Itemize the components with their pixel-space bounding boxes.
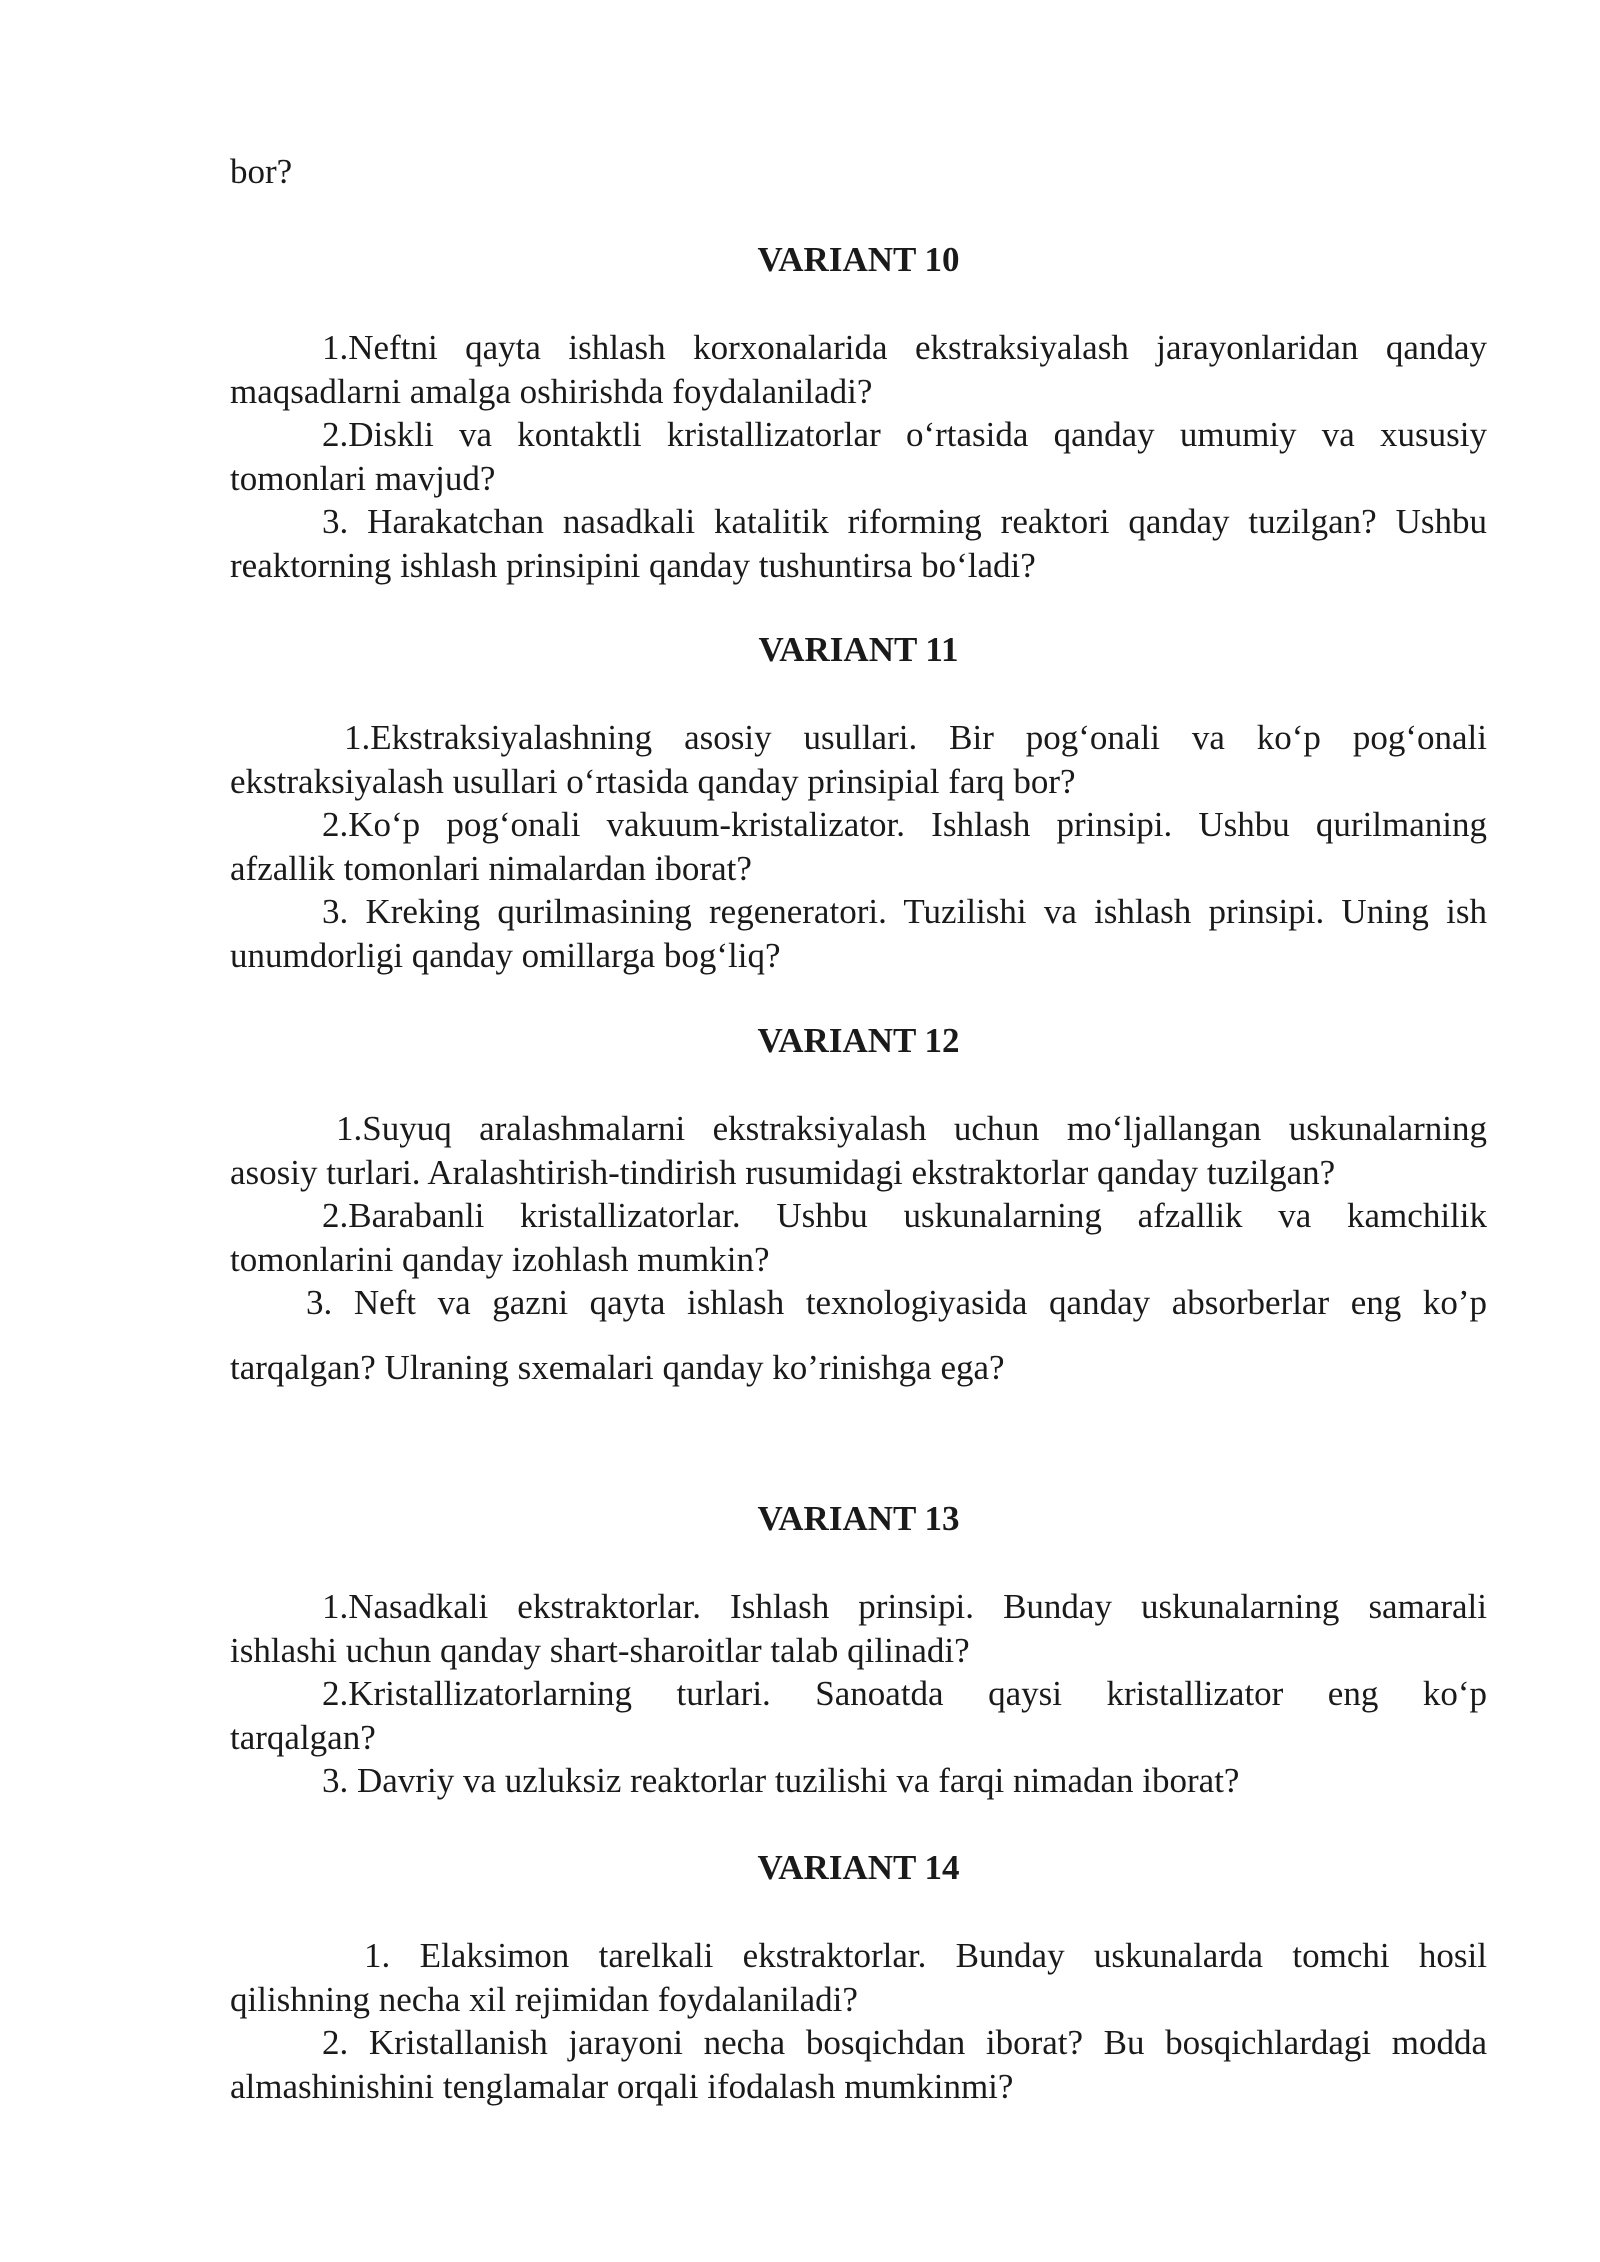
question-line: 1.Ekstraksiyalashning asosiy usullari. Bir pog‘onali va ko‘p pog‘onali — [344, 718, 1487, 757]
variant-14-question-2 — [230, 2021, 1487, 2109]
variant-11-question-1 — [230, 716, 1487, 804]
question-line: 3. Neft va gazni qayta ishlash texnologiyasida qanday absorberlar eng ko’p — [306, 1283, 1487, 1322]
variant-10-question-2 — [230, 413, 1487, 501]
question-line: tomonlari mavjud? — [230, 459, 496, 498]
question-line: asosiy turlari. Aralashtirish-tindirish rusumidagi ekstraktorlar qanday tuzilgan? — [230, 1153, 1336, 1192]
question-line: maqsadlarni amalga oshirishda foydalaniladi? — [230, 372, 873, 411]
question-line: reaktorning ishlash prinsipini qanday tushuntirsa bo‘ladi? — [230, 546, 1036, 585]
variant-10-question-1 — [230, 326, 1487, 414]
variant-13-question-3 — [230, 1759, 1487, 1803]
question-line: 1. Elaksimon tarelkali ekstraktorlar. Bunday uskunalarda tomchi hosil — [364, 1936, 1487, 1975]
question-line: ishlashi uchun qanday shart-sharoitlar talab qilinadi? — [230, 1631, 970, 1670]
variant-12-title: VARIANT 12 — [757, 1021, 960, 1060]
question-line: tomonlarini qanday izohlash mumkin? — [230, 1240, 770, 1279]
question-line: 2.Ko‘p pog‘onali vakuum-kristalizator. Ishlash prinsipi. Ushbu qurilmaning — [322, 805, 1487, 844]
variant-12-question-3 — [230, 1281, 1487, 1390]
question-line: 2.Diskli va kontaktli kristallizatorlar o‘rtasida qanday umumiy va xususiy — [322, 415, 1487, 454]
variant-14-title: VARIANT 14 — [757, 1848, 960, 1887]
variant-14-question-1 — [230, 1934, 1487, 2022]
variant-13-title: VARIANT 13 — [757, 1499, 960, 1538]
question-line: 2.Barabanli kristallizatorlar. Ushbu uskunalarning afzallik va kamchilik — [322, 1196, 1487, 1235]
variant-12-question-2 — [230, 1194, 1487, 1282]
variant-13-question-2 — [230, 1672, 1487, 1760]
variant-11-title: VARIANT 11 — [758, 630, 959, 669]
variant-11-question-3 — [230, 890, 1487, 978]
variant-11-question-2 — [230, 803, 1487, 891]
question-line: tarqalgan? Ulraning sxemalari qanday ko’rinishga ega? — [230, 1348, 1005, 1387]
question-line: 1.Neftni qayta ishlash korxonalarida ekstraksiyalash jarayonlaridan qanday — [322, 328, 1487, 367]
question-line: 2. Kristallanish jarayoni necha bosqichdan iborat? Bu bosqichlardagi modda — [322, 2023, 1487, 2062]
question-line: afzallik tomonlari nimalardan iborat? — [230, 849, 752, 888]
top-fragment: bor? — [230, 152, 293, 191]
question-line: 1.Suyuq aralashmalarni ekstraksiyalash uchun mo‘ljallangan uskunalarning — [336, 1109, 1487, 1148]
question-line: 1.Nasadkali ekstraktorlar. Ishlash prinsipi. Bunday uskunalarning samarali — [322, 1587, 1487, 1626]
question-line: 3. Harakatchan nasadkali katalitik riforming reaktori qanday tuzilgan? Ushbu — [322, 502, 1487, 541]
variant-12-question-1 — [230, 1107, 1487, 1195]
variant-10-question-3 — [230, 500, 1487, 588]
question-line: 3. Kreking qurilmasining regeneratori. Tuzilishi va ishlash prinsipi. Uning ish — [322, 892, 1487, 931]
question-line: ekstraksiyalash usullari o‘rtasida qanday prinsipial farq bor? — [230, 762, 1076, 801]
question-line: almashinishini tenglamalar orqali ifodalash mumkinmi? — [230, 2067, 1014, 2106]
question-line: qilishning necha xil rejimidan foydalaniladi? — [230, 1980, 858, 2019]
question-line: unumdorligi qanday omillarga bog‘liq? — [230, 936, 781, 975]
variant-10-title: VARIANT 10 — [757, 240, 960, 279]
question-line: 2.Kristallizatorlarning turlari. Sanoatda qaysi kristallizator eng ko‘p — [322, 1674, 1487, 1713]
question-line: 3. Davriy va uzluksiz reaktorlar tuzilishi va farqi nimadan iborat? — [322, 1761, 1240, 1800]
question-line: tarqalgan? — [230, 1718, 376, 1757]
variant-13-question-1 — [230, 1585, 1487, 1673]
